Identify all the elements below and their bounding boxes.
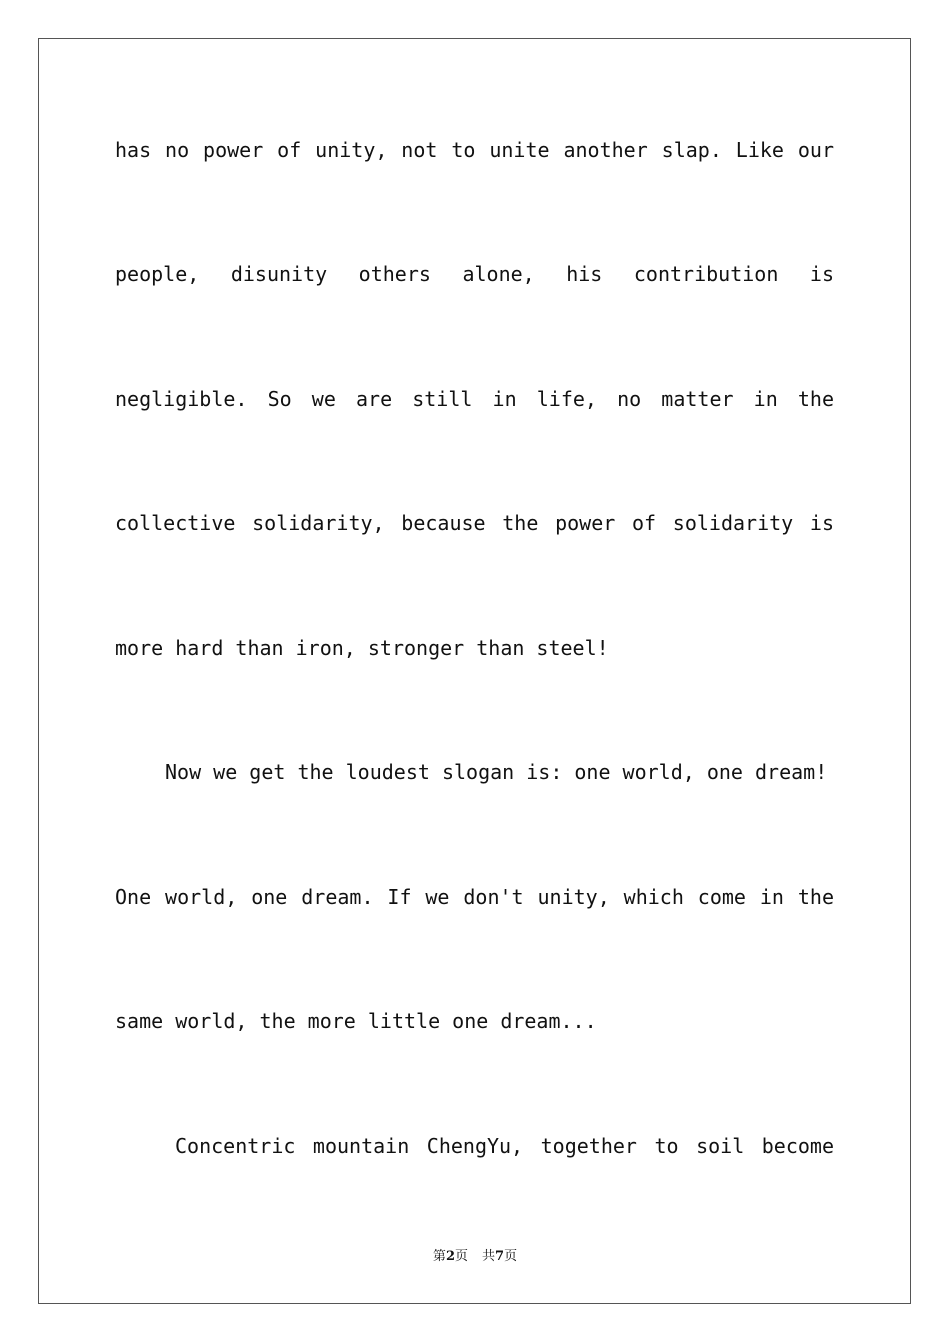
body-line-1: has no power of unity, not to unite another slap. Like our	[115, 138, 834, 162]
body-line-3: negligible. So we are still in life, no matter in the	[115, 387, 834, 411]
page-footer	[0, 1248, 950, 1266]
footer-page-suffix: 页	[454, 1249, 468, 1264]
footer-total-suffix: 页	[504, 1249, 518, 1264]
body-line-2: people, disunity others alone, his contribution is	[115, 262, 834, 286]
footer-total-pages: 7	[495, 1249, 505, 1264]
body-line-5: more hard than iron, stronger than steel!	[115, 636, 609, 660]
body-line-4: collective solidarity, because the power of solidarity is	[115, 511, 834, 535]
footer-page-prefix: 第	[432, 1249, 446, 1264]
footer-page-number: 2	[445, 1249, 455, 1264]
body-line-6: Now we get the loudest slogan is: one world, one dream!	[165, 760, 828, 784]
body-line-8: same world, the more little one dream...	[115, 1009, 597, 1033]
footer-total-prefix: 共	[482, 1249, 496, 1264]
body-line-7: One world, one dream. If we don't unity, which come in the	[115, 885, 834, 909]
body-line-9: Concentric mountain ChengYu, together to soil become	[175, 1134, 834, 1158]
page-border	[38, 38, 911, 1304]
